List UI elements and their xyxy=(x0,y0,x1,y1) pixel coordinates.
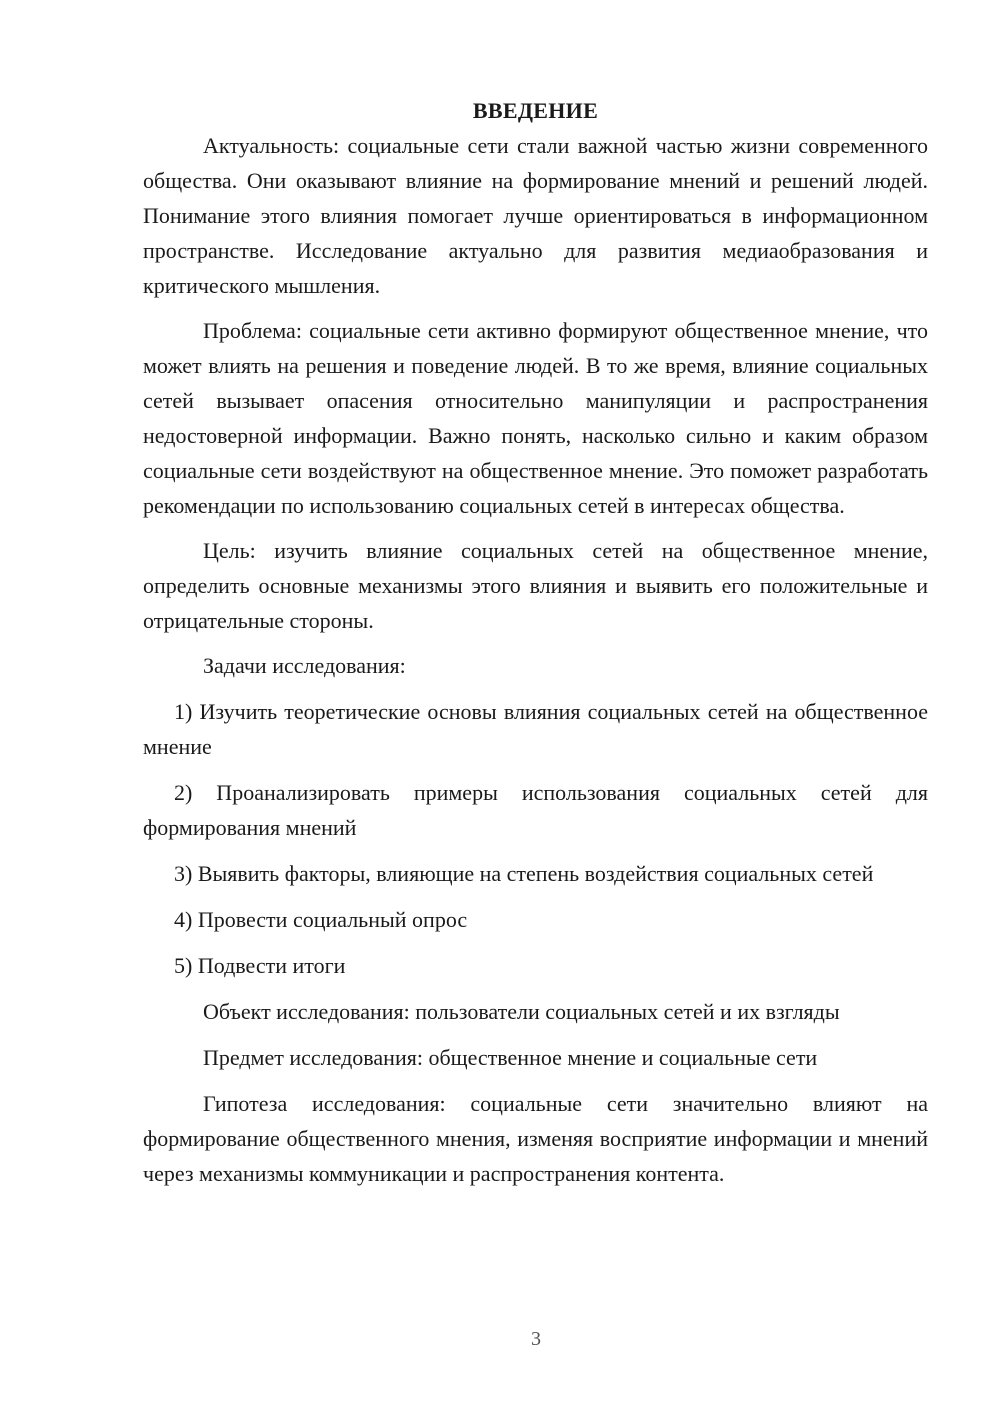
object-paragraph: Объект исследования: пользователи социальных сетей и их взгляды xyxy=(203,999,840,1024)
problem-paragraph: Проблема: социальные сети активно формируют общественное мнение, что может влиять на решения и поведение людей. В то же время, влияние социальных сетей вызывает опасения относительно манипуляции и распространения недостоверной информации. Важно понять, насколько сильно и каким образом социальные сети воздействуют на общественное мнение. Это поможет разработать рекомендации по использованию социальных сетей в интересах общества. xyxy=(143,318,928,518)
task-item-1: 1) Изучить теоретические основы влияния социальных сетей на общественное мнение xyxy=(143,699,928,759)
tasks-heading: Задачи исследования: xyxy=(203,653,406,678)
task-item-5: 5) Подвести итоги xyxy=(174,953,346,978)
page-number: 3 xyxy=(531,1328,541,1350)
document-page xyxy=(143,93,928,1191)
subject-paragraph: Предмет исследования: общественное мнение и социальные сети xyxy=(203,1045,818,1070)
hypothesis-paragraph: Гипотеза исследования: социальные сети значительно влияют на формирование общественного мнения, изменяя восприятие информации и мнений через механизмы коммуникации и распространения контента. xyxy=(143,1091,928,1186)
task-item-4: 4) Провести социальный опрос xyxy=(174,907,468,932)
task-item-3: 3) Выявить факторы, влияющие на степень воздействия социальных сетей xyxy=(174,861,874,886)
task-item-2: 2) Проанализировать примеры использования социальных сетей для формирования мнений xyxy=(143,780,928,840)
goal-paragraph: Цель: изучить влияние социальных сетей на общественное мнение, определить основные механизмы этого влияния и выявить его положительные и отрицательные стороны. xyxy=(143,538,928,633)
relevance-paragraph: Актуальность: социальные сети стали важной частью жизни современного общества. Они оказывают влияние на формирование мнений и решений людей. Понимание этого влияния помогает лучше ориентироваться в информационном пространстве. Исследование актуально для развития медиаобразования и критического мышления. xyxy=(143,133,928,298)
page-title: ВВЕДЕНИЕ xyxy=(472,98,599,123)
